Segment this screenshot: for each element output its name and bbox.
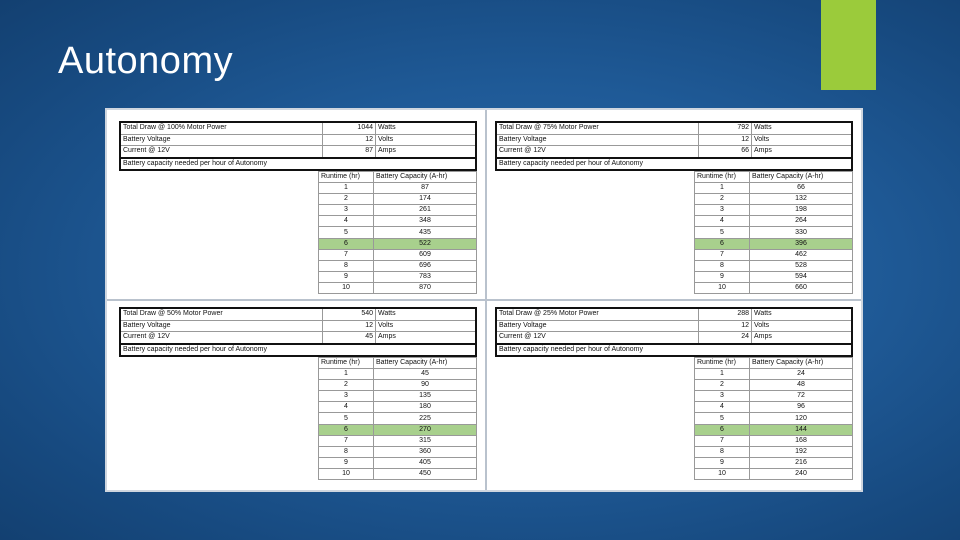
draw-unit: Watts [376,122,477,134]
capacity-cell: 522 [374,238,477,249]
table-row [319,402,477,413]
spreadsheet-image [105,108,863,492]
capacity-col-header: Battery Capacity (A-hr) [750,172,853,183]
voltage-label: Battery Voltage [120,320,323,332]
capacity-cell: 261 [374,205,477,216]
current-label: Current @ 12V [120,332,323,344]
capacity-cell: 168 [750,435,853,446]
voltage-value: 12 [699,134,752,146]
capacity-cell: 144 [750,424,853,435]
capacity-col-header: Battery Capacity (A-hr) [750,358,853,369]
table-row [695,282,853,293]
capacity-cell: 135 [374,391,477,402]
draw-value: 1044 [323,122,376,134]
table-row [695,457,853,468]
capacity-cell: 270 [374,424,477,435]
summary-table [495,307,853,357]
runtime-table [694,357,853,480]
current-label: Current @ 12V [496,146,699,158]
capacity-cell: 87 [374,183,477,194]
runtime-cell: 7 [695,435,750,446]
runtime-col-header: Runtime (hr) [695,172,750,183]
draw-row [496,308,852,320]
table-row [319,457,477,468]
table-row [319,227,477,238]
runtime-cell: 1 [695,183,750,194]
voltage-value: 12 [323,320,376,332]
current-row [120,332,476,344]
runtime-cell: 1 [695,369,750,380]
draw-row [120,308,476,320]
capacity-label: Battery capacity needed per hour of Autonomy [120,344,476,357]
capacity-label: Battery capacity needed per hour of Autonomy [496,344,852,357]
power-table-100 [119,121,479,301]
capacity-col-header: Battery Capacity (A-hr) [374,358,477,369]
runtime-cell: 4 [319,216,374,227]
table-row [695,271,853,282]
capacity-cell: 24 [750,369,853,380]
runtime-cell: 2 [695,194,750,205]
table-row [695,205,853,216]
summary-table [119,307,477,357]
draw-label: Total Draw @ 75% Motor Power [496,122,699,134]
capacity-cell: 225 [374,413,477,424]
table-row [695,435,853,446]
capacity-col-header: Battery Capacity (A-hr) [374,172,477,183]
runtime-cell: 3 [319,205,374,216]
current-value: 66 [699,146,752,158]
runtime-cell: 2 [319,380,374,391]
runtime-cell: 4 [319,402,374,413]
capacity-cell: 696 [374,260,477,271]
current-row [496,146,852,158]
runtime-cell: 7 [319,435,374,446]
table-row [319,380,477,391]
slide-title: Autonomy [58,40,234,82]
capacity-cell: 348 [374,216,477,227]
capacity-cell: 216 [750,457,853,468]
capacity-cell: 96 [750,402,853,413]
table-row [695,446,853,457]
power-table-75 [495,121,855,301]
current-unit: Amps [376,332,477,344]
draw-label: Total Draw @ 50% Motor Power [120,308,323,320]
runtime-header [319,172,477,183]
draw-unit: Watts [752,308,853,320]
table-row [695,238,853,249]
capacity-cell: 405 [374,457,477,468]
capacity-cell: 462 [750,249,853,260]
capacity-cell: 783 [374,271,477,282]
runtime-cell: 10 [319,468,374,479]
runtime-cell: 9 [695,271,750,282]
current-label: Current @ 12V [120,146,323,158]
voltage-value: 12 [323,134,376,146]
runtime-cell: 10 [695,468,750,479]
capacity-row [120,344,476,357]
table-row [319,183,477,194]
table-row [319,205,477,216]
runtime-header [695,172,853,183]
table-row [319,369,477,380]
runtime-cell: 7 [319,249,374,260]
capacity-row [120,158,476,171]
runtime-cell: 2 [319,194,374,205]
current-unit: Amps [376,146,477,158]
draw-label: Total Draw @ 25% Motor Power [496,308,699,320]
runtime-table [318,171,477,294]
capacity-cell: 594 [750,271,853,282]
table-row [695,380,853,391]
runtime-cell: 8 [319,446,374,457]
runtime-header [695,358,853,369]
runtime-col-header: Runtime (hr) [319,172,374,183]
capacity-cell: 396 [750,238,853,249]
capacity-cell: 240 [750,468,853,479]
runtime-header [319,358,477,369]
runtime-cell: 1 [319,183,374,194]
voltage-unit: Volts [752,134,853,146]
current-value: 87 [323,146,376,158]
voltage-row [496,320,852,332]
table-row [695,413,853,424]
power-table-25 [495,307,855,487]
voltage-label: Battery Voltage [120,134,323,146]
runtime-cell: 6 [695,238,750,249]
runtime-table [318,357,477,480]
current-row [496,332,852,344]
runtime-cell: 9 [319,457,374,468]
runtime-cell: 5 [695,227,750,238]
capacity-cell: 132 [750,194,853,205]
capacity-cell: 264 [750,216,853,227]
voltage-unit: Volts [376,134,477,146]
table-row [695,216,853,227]
runtime-cell: 4 [695,402,750,413]
runtime-cell: 8 [695,446,750,457]
runtime-cell: 6 [319,424,374,435]
runtime-cell: 5 [695,413,750,424]
current-unit: Amps [752,146,853,158]
voltage-unit: Volts [376,320,477,332]
current-value: 45 [323,332,376,344]
runtime-cell: 9 [319,271,374,282]
summary-table [119,121,477,171]
capacity-cell: 120 [750,413,853,424]
runtime-cell: 2 [695,380,750,391]
draw-value: 288 [699,308,752,320]
runtime-cell: 4 [695,216,750,227]
runtime-cell: 3 [319,391,374,402]
runtime-cell: 5 [319,413,374,424]
capacity-cell: 198 [750,205,853,216]
capacity-row [496,344,852,357]
table-row [695,183,853,194]
runtime-cell: 3 [695,391,750,402]
capacity-cell: 450 [374,468,477,479]
voltage-row [496,134,852,146]
table-row [319,413,477,424]
current-value: 24 [699,332,752,344]
capacity-cell: 45 [374,369,477,380]
capacity-label: Battery capacity needed per hour of Autonomy [496,158,852,171]
table-row [319,249,477,260]
runtime-cell: 5 [319,227,374,238]
capacity-cell: 330 [750,227,853,238]
draw-label: Total Draw @ 100% Motor Power [120,122,323,134]
current-row [120,146,476,158]
runtime-cell: 1 [319,369,374,380]
voltage-value: 12 [699,320,752,332]
runtime-col-header: Runtime (hr) [695,358,750,369]
table-row [695,369,853,380]
current-unit: Amps [752,332,853,344]
capacity-cell: 660 [750,282,853,293]
capacity-cell: 180 [374,402,477,413]
capacity-cell: 66 [750,183,853,194]
capacity-cell: 90 [374,380,477,391]
table-row [695,402,853,413]
runtime-cell: 10 [695,282,750,293]
table-row [319,271,477,282]
power-table-50 [119,307,479,487]
capacity-cell: 174 [374,194,477,205]
runtime-cell: 9 [695,457,750,468]
voltage-unit: Volts [752,320,853,332]
capacity-label: Battery capacity needed per hour of Autonomy [120,158,476,171]
table-row [319,194,477,205]
capacity-cell: 528 [750,260,853,271]
table-row [695,391,853,402]
runtime-cell: 10 [319,282,374,293]
draw-unit: Watts [376,308,477,320]
table-row [695,194,853,205]
voltage-label: Battery Voltage [496,134,699,146]
table-row [695,468,853,479]
table-row [319,468,477,479]
runtime-cell: 8 [319,260,374,271]
runtime-cell: 8 [695,260,750,271]
runtime-cell: 7 [695,249,750,260]
runtime-table [694,171,853,294]
voltage-row [120,320,476,332]
accent-bar [821,0,876,90]
capacity-cell: 48 [750,380,853,391]
current-label: Current @ 12V [496,332,699,344]
table-row [319,391,477,402]
capacity-cell: 72 [750,391,853,402]
summary-table [495,121,853,171]
runtime-cell: 6 [695,424,750,435]
table-row [695,227,853,238]
table-row [319,238,477,249]
table-row [319,424,477,435]
table-row [695,249,853,260]
table-row [319,282,477,293]
voltage-label: Battery Voltage [496,320,699,332]
capacity-cell: 315 [374,435,477,446]
runtime-col-header: Runtime (hr) [319,358,374,369]
table-row [695,424,853,435]
runtime-cell: 3 [695,205,750,216]
capacity-cell: 870 [374,282,477,293]
capacity-cell: 192 [750,446,853,457]
table-row [695,260,853,271]
table-row [319,435,477,446]
capacity-cell: 435 [374,227,477,238]
capacity-cell: 360 [374,446,477,457]
draw-row [496,122,852,134]
draw-unit: Watts [752,122,853,134]
capacity-row [496,158,852,171]
table-row [319,446,477,457]
runtime-cell: 6 [319,238,374,249]
table-row [319,216,477,227]
draw-value: 540 [323,308,376,320]
capacity-cell: 609 [374,249,477,260]
table-row [319,260,477,271]
draw-value: 792 [699,122,752,134]
voltage-row [120,134,476,146]
draw-row [120,122,476,134]
